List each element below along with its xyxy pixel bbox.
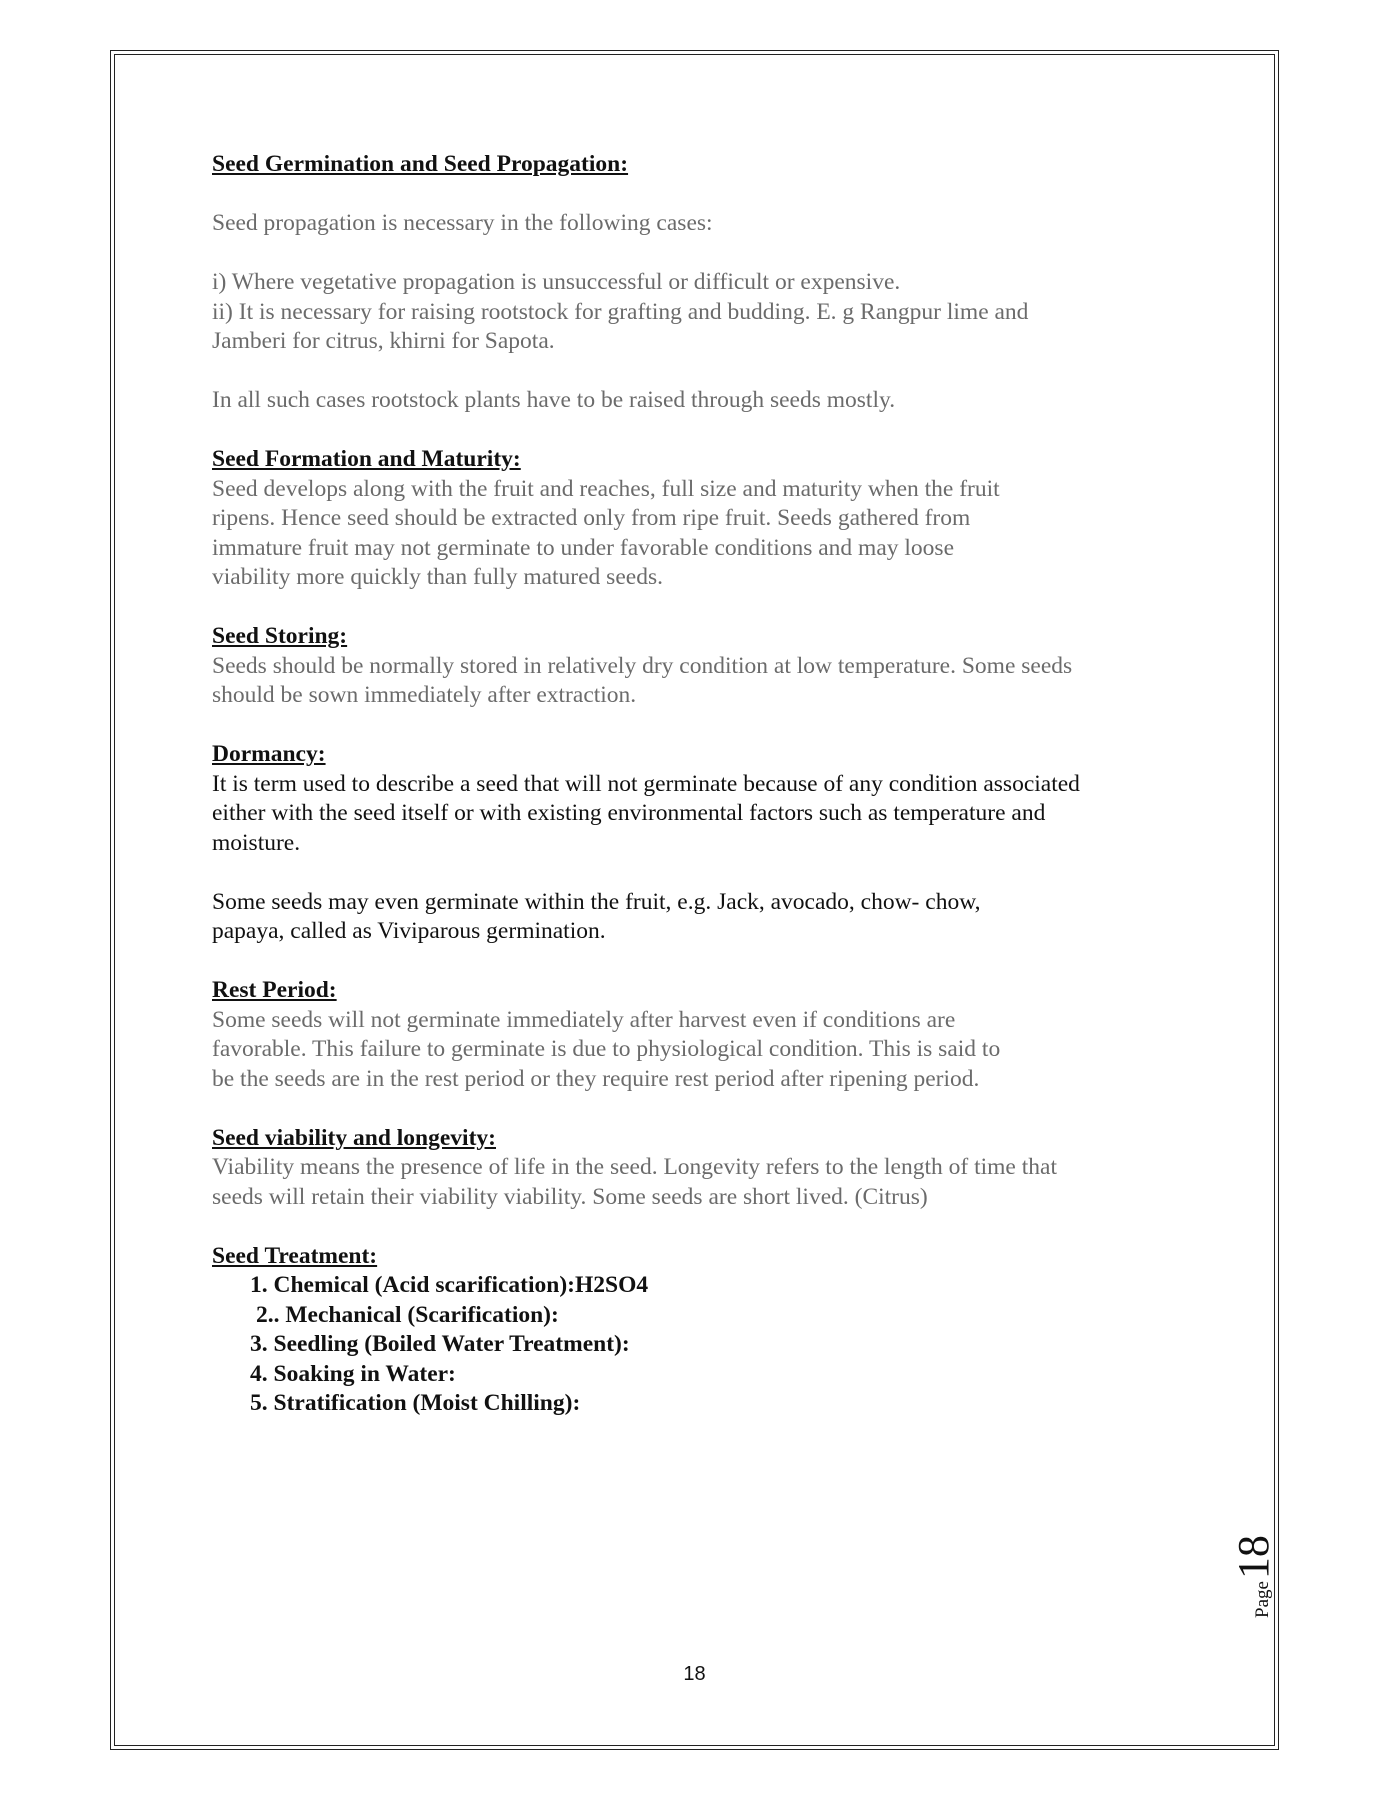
treatment-item-chemical: 1. Chemical (Acid scarification):H2SO4 bbox=[250, 1272, 649, 1298]
germination-case-2-line-2: Jamberi for citrus, khirni for Sapota. bbox=[212, 328, 555, 354]
heading-seed-viability: Seed viability and longevity: bbox=[212, 1124, 496, 1151]
text-line: ripens. Hence seed should be extracted only from ripe fruit. Seeds gathered from bbox=[212, 505, 971, 531]
formation-paragraph bbox=[212, 475, 1182, 593]
heading-seed-storing: Seed Storing: bbox=[212, 623, 348, 649]
heading-rest-period: Rest Period: bbox=[212, 977, 337, 1003]
text-line: viability more quickly than fully matured seeds. bbox=[212, 564, 663, 590]
text-line: Seeds should be normally stored in relatively dry condition at low temperature. Some seeds bbox=[212, 652, 1073, 679]
text-line: seeds will retain their viability viability. Some seeds are short lived. (Citrus) bbox=[212, 1183, 928, 1210]
germination-intro: Seed propagation is necessary in the following cases: bbox=[212, 210, 713, 236]
viability-paragraph bbox=[212, 1153, 1182, 1212]
text-line: Some seeds will not germinate immediately after harvest even if conditions are bbox=[212, 1006, 956, 1033]
text-line: papaya, called as Viviparous germination. bbox=[212, 918, 606, 944]
treatment-item-soaking: 4. Soaking in Water: bbox=[250, 1360, 456, 1387]
text-line: Seed develops along with the fruit and reaches, full size and maturity when the fruit bbox=[212, 475, 1000, 502]
treatment-item-mechanical: 2.. Mechanical (Scarification): bbox=[256, 1301, 559, 1328]
side-page-number: 18 bbox=[1229, 1535, 1278, 1580]
text-line: should be sown immediately after extraction. bbox=[212, 682, 637, 708]
heading-seed-treatment: Seed Treatment: bbox=[212, 1242, 378, 1269]
germination-case-1: i) Where vegetative propagation is unsuccessful or difficult or expensive. bbox=[212, 269, 901, 295]
text-line: Viability means the presence of life in the seed. Longevity refers to the length of time that bbox=[212, 1154, 1057, 1180]
rest-paragraph bbox=[212, 1006, 1182, 1095]
heading-dormancy: Dormancy: bbox=[212, 741, 326, 767]
text-line: immature fruit may not germinate to under favorable conditions and may loose bbox=[212, 534, 954, 561]
germination-conclusion: In all such cases rootstock plants have to be raised through seeds mostly. bbox=[212, 387, 896, 413]
text-line: It is term used to describe a seed that will not germinate because of any condition associated bbox=[212, 770, 1080, 797]
treatment-item-seedling: 3. Seedling (Boiled Water Treatment): bbox=[250, 1331, 630, 1357]
heading-seed-formation: Seed Formation and Maturity: bbox=[212, 446, 521, 472]
page-content bbox=[212, 150, 1182, 1419]
germination-case-2-line-1: ii) It is necessary for raising rootstock for grafting and budding. E. g Rangpur lime and bbox=[212, 298, 1029, 325]
text-line: Some seeds may even germinate within the fruit, e.g. Jack, avocado, chow- chow, bbox=[212, 888, 981, 915]
page-number: 18 bbox=[683, 1663, 706, 1685]
side-page-label: Page bbox=[1252, 1581, 1273, 1618]
text-line: moisture. bbox=[212, 829, 301, 856]
treatment-item-stratification: 5. Stratification (Moist Chilling): bbox=[250, 1390, 581, 1416]
viviparous-paragraph bbox=[212, 888, 1182, 947]
text-line: be the seeds are in the rest period or they require rest period after ripening period. bbox=[212, 1065, 980, 1092]
dormancy-paragraph bbox=[212, 770, 1182, 859]
heading-seed-germination: Seed Germination and Seed Propagation: bbox=[212, 151, 629, 177]
text-line: favorable. This failure to germinate is due to physiological condition. This is said to bbox=[212, 1036, 1001, 1062]
text-line: either with the seed itself or with existing environmental factors such as temperature and bbox=[212, 800, 1046, 826]
treatment-list bbox=[212, 1271, 1182, 1419]
storing-paragraph bbox=[212, 652, 1182, 711]
